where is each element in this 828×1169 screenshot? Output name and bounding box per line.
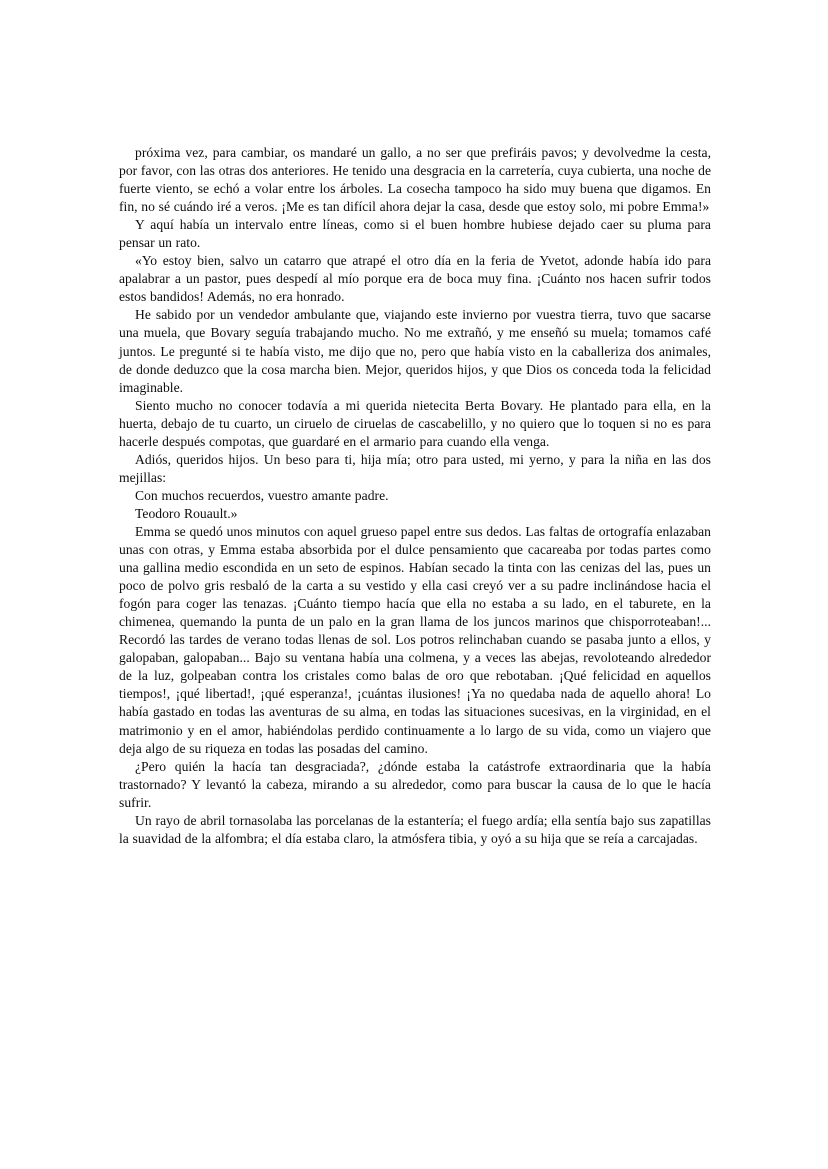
paragraph: Un rayo de abril tornasolaba las porcelanas de la estantería; el fuego ardía; ella sentía bajo sus zapatillas la suavidad de la alfombra; el día estaba claro, la atmósfera tibia, y oyó a su hija que se reía a carcajadas.: [119, 812, 711, 846]
paragraph: Siento mucho no conocer todavía a mi querida nietecita Berta Bovary. He plantado para ella, en la huerta, debajo de tu cuarto, un ciruelo de ciruelas de cascabelillo, y no quiero que lo toquen si no es para hacerle después compotas, que guardaré en el armario para cuando ella venga.: [119, 397, 711, 449]
paragraph: «Yo estoy bien, salvo un catarro que atrapé el otro día en la feria de Yvetot, adonde había ido para apalabrar a un pastor, pues despedí al mío porque era de boca muy fina. ¡Cuánto nos hacen sufrir todos estos bandidos! Además, no era honrado.: [119, 253, 711, 305]
paragraph: He sabido por un vendedor ambulante que, viajando este invierno por vuestra tierra, tuvo que sacarse una muela, que Bovary seguía trabajando mucho. No me extrañó, y me enseñó su muela; tomamos café juntos. Le pregunté si te había visto, me dijo que no, pero que había visto en la caballeriza dos animales, de donde deduzco que la cosa marcha bien. Mejor, queridos hijos, y que Dios os conceda toda la felicidad imaginable.: [119, 307, 711, 395]
paragraph: ¿Pero quién la hacía tan desgraciada?, ¿dónde estaba la catástrofe extraordinaria que la había trastornado? Y levantó la cabeza, mirando a su alrededor, como para buscar la causa de lo que le hacía sufrir.: [119, 758, 711, 810]
paragraph: Emma se quedó unos minutos con aquel grueso papel entre sus dedos. Las faltas de ortografía enlazaban unas con otras, y Emma estaba absorbida por el dulce pensamiento que cacareaba por todas partes como una gallina medio escondida en un seto de espinos. Habían secado la tinta con las cenizas del las, pues un poco de polvo gris resbaló de la carta a su vestido y ella casi creyó ver a su padre inclinándose hacia el fogón para coger las tenazas. ¡Cuánto tiempo hacía que ella no estaba a su lado, en el taburete, en la chimenea, quemando la punta de un palo en la gran llama de los juncos marinos que chisporroteaban!... Recordó las tardes de verano todas llenas de sol. Los potros relinchaban cuando se pasaba junto a ellos, y galopaban, galopaban... Bajo su ventana había una colmena, y a veces las abejas, revoloteando alrededor de la luz, golpeaban contra los cristales como balas de oro que rebotaban. ¡Qué felicidad en aquellos tiempos!, ¡qué libertad!, ¡qué esperanza!, ¡cuántas ilusiones! ¡Ya no quedaba nada de aquello ahora! Lo había gastado en todas las aventuras de su alma, en todas las situaciones sucesivas, en la virginidad, en el matrimonio y en el amor, habiéndolas perdido continuamente a lo largo de su vida, como un viajero que deja algo de su riqueza en todas las posadas del camino.: [119, 523, 711, 756]
body-text-block: [119, 144, 711, 848]
paragraph: Con muchos recuerdos, vuestro amante padre.: [135, 487, 389, 503]
paragraph: próxima vez, para cambiar, os mandaré un gallo, a no ser que prefiráis pavos; y devolvedme la cesta, por favor, con las otras dos anteriores. He tenido una desgracia en la carretería, cuya cubierta, una noche de fuerte viento, se echó a volar entre los árboles. La cosecha tampoco ha sido muy buena que digamos. En fin, no sé cuándo iré a veros. ¡Me es tan difícil ahora dejar la casa, desde que estoy solo, mi pobre Emma!»: [119, 145, 711, 215]
paragraph: Y aquí había un intervalo entre líneas, como si el buen hombre hubiese dejado caer su pluma para pensar un rato.: [119, 217, 711, 251]
paragraph: Adiós, queridos hijos. Un beso para ti, hija mía; otro para usted, mi yerno, y para la niña en las dos mejillas:: [119, 451, 711, 485]
paragraph: Teodoro Rouault.»: [135, 505, 238, 521]
